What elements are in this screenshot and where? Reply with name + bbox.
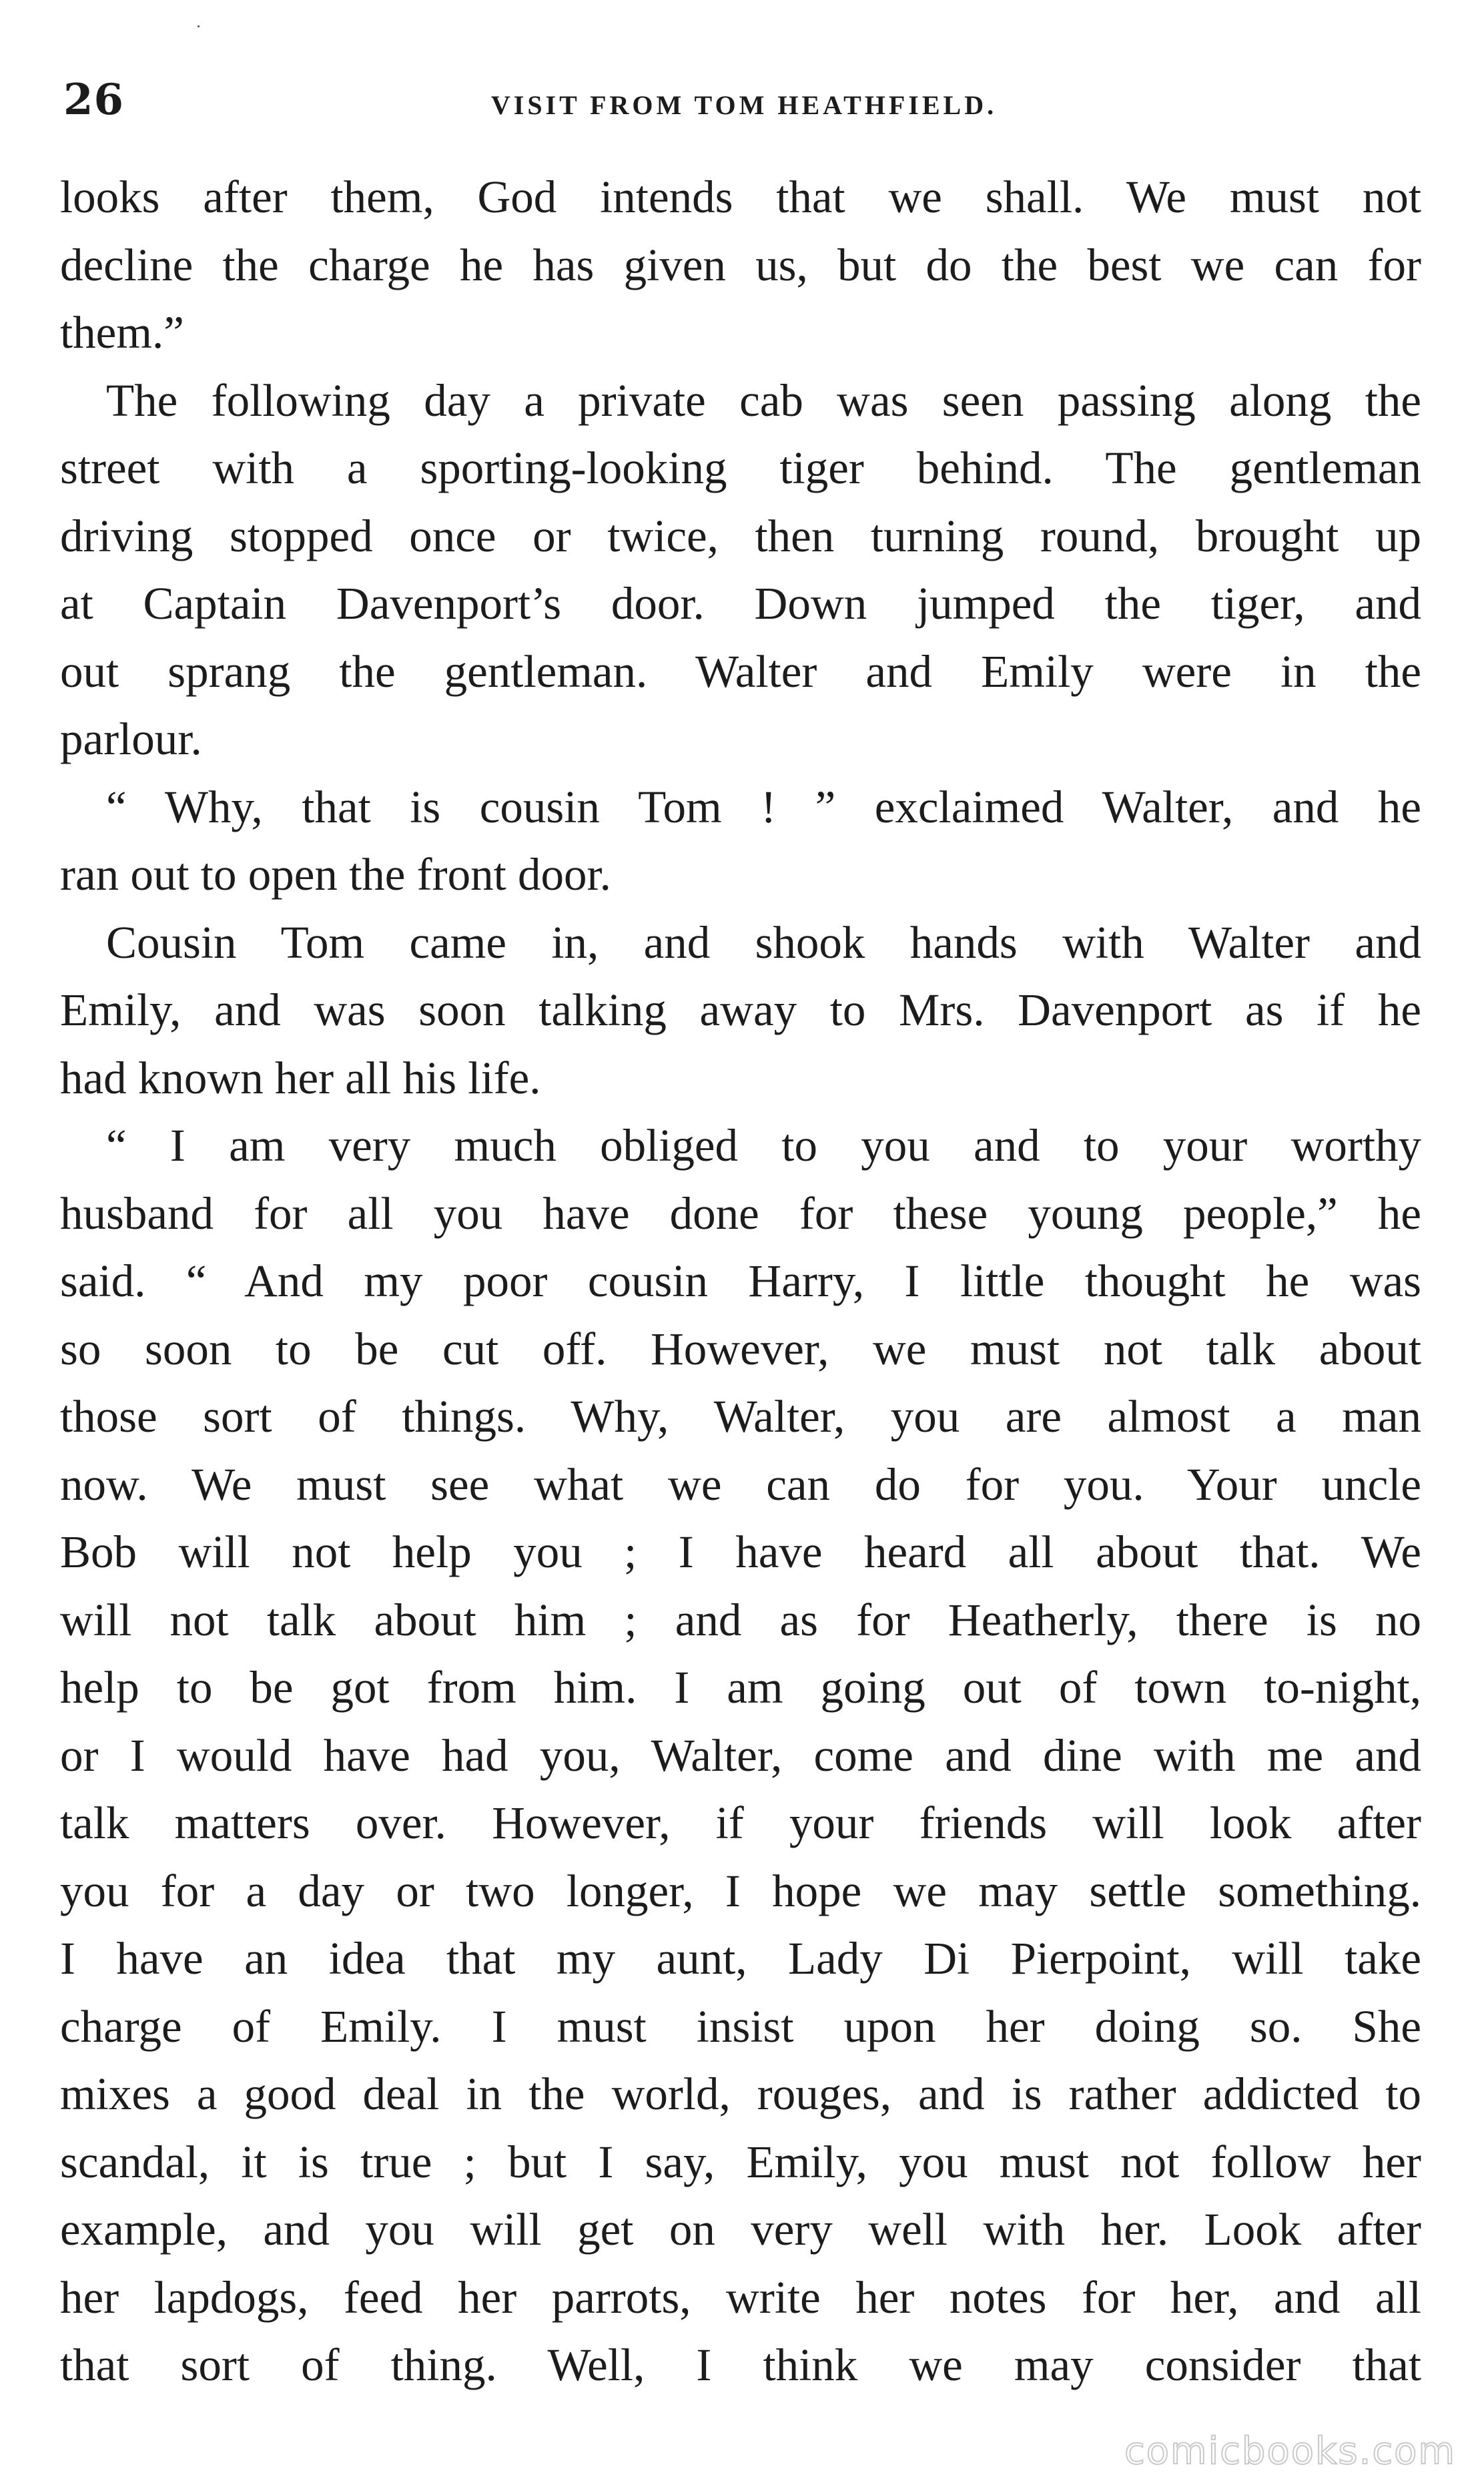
text-line: at Captain Davenport’s door. Down jumped the tiger, and [60,578,1421,629]
text-line: talk matters over. However, if your friends will look after [60,1797,1421,1848]
text-line: had known her all his life. [60,1052,541,1103]
text-line: will not talk about him ; and as for Heatherly, there is no [60,1594,1421,1645]
site-watermark: comicbooks.com [1124,2430,1456,2473]
text-line: said. “ And my poor cousin Harry, I little thought he was [60,1256,1421,1306]
text-line: her lapdogs, feed her parrots, write her notes for her, and all [60,2271,1421,2323]
text-line: or I would have had you, Walter, come and dine with me and [60,1729,1421,1781]
text-line: those sort of things. Why, Walter, you are almost a man [60,1391,1421,1442]
running-head: VISIT FROM TOM HEATHFIELD. [490,90,998,120]
text-line: I have an idea that my aunt, Lady Di Pierpoint, will take [60,1933,1421,1984]
text-line: husband for all you have done for these young people,” he [60,1187,1421,1239]
text-line: looks after them, God intends that we shall. We must not [60,172,1421,222]
page-header [63,67,1425,133]
text-line: now. We must see what we can do for you. Your uncle [60,1458,1421,1510]
text-line: driving stopped once or twice, then turning round, brought up [60,510,1421,561]
text-line: “ Why, that is cousin Tom ! ” exclaimed Walter, and he [60,781,1421,832]
text-line: Emily, and was soon talking away to Mrs. Davenport as if he [60,985,1421,1035]
text-line: charge of Emily. I must insist upon her doing so. She [60,2000,1421,2052]
text-line: Cousin Tom came in, and shook hands with Walter and [60,916,1421,968]
text-line: scandal, it is true ; but I say, Emily, you must not follow her [60,2136,1421,2187]
text-line: help to be got from him. I am going out of town to-night, [60,1662,1421,1713]
text-line: them.” [60,307,184,358]
text-line: Bob will not help you ; I have heard all about that. We [60,1527,1421,1577]
text-line: example, and you will get on very well with her. Look after [60,2204,1421,2255]
text-line: street with a sporting-looking tiger behind. The gentleman [60,443,1421,493]
text-line: The following day a private cab was seen passing along the [60,374,1421,426]
page-number: 26 [63,75,125,125]
text-line: “ I am very much obliged to you and to your worthy [60,1120,1421,1171]
text-line: out sprang the gentleman. Walter and Emily were in the [60,645,1421,697]
text-line: parlour. [60,714,202,764]
text-line: so soon to be cut off. However, we must not talk about [60,1323,1421,1374]
text-line: ran out to open the front door. [60,849,611,900]
body-text [60,164,1421,2400]
ink-speck [198,25,200,27]
text-line: decline the charge he has given us, but do the best we can for [60,239,1421,290]
text-line: that sort of thing. Well, I think we may consider that [60,2339,1421,2390]
text-line: you for a day or two longer, I hope we may settle something. [60,1865,1421,1916]
text-line: mixes a good deal in the world, rouges, and is rather addicted to [60,2068,1421,2119]
